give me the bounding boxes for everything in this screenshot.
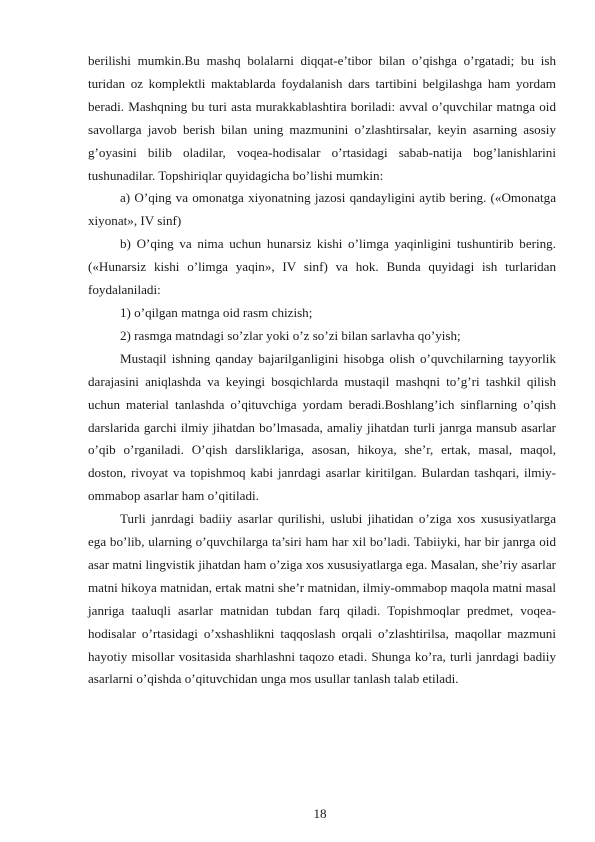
paragraph-genres: Turli janrdagi badiiy asarlar qurilishi, uslubi jihatidan o’ziga xos xususiyatlarga ega bo’lib, ularning o’quvchilarga ta’siri ham har xil bo’ladi. Tabiiyki, har bir janrga oid asar matni lingvistik jihatdan ham o’ziga xos xususiyatlarga ega. Masalan, she’riy asarlar matni hikoya matnidan, ertak matni she’r matnidan, ilmiy-ommabop maqola matni masal janriga taaluqli asarlar matnidan tubdan farq qiladi. Topishmoqlar predmet, voqea-hodisalar o’rtasidagi o’xshashlikni taqqoslash orqali o’zlashtirilsa, maqollar mazmuni hayotiy misollar vositasida sharhlashni taqozo etadi. Shunga ko’ra, turli janrdagi badiiy asarlarni o’qishda o’qituvchidan unga mos usullar tanlash talab etiladi. xyxy=(88,511,556,687)
page-number: 18 xyxy=(313,806,327,821)
paragraph-task-b: b) O’qing va nima uchun hunarsiz kishi o’limga yaqinligini tushuntirib bering. («Hunarsiz kishi o’limga yaqin», IV sinf) va hok. Bunda quyidagi ish turlaridan foydalaniladi: xyxy=(88,236,556,298)
document-body xyxy=(88,50,556,691)
list-item-2: 2) rasmga matndagi so’zlar yoki o’z so’zi bilan sarlavha qo’yish; xyxy=(120,327,461,343)
paragraph-task-a: a) O’qing va omonatga xiyonatning jazosi qandayligini aytib bering. («Omonatga xiyonat», IV sinf) xyxy=(88,190,556,229)
paragraph-intro: berilishi mumkin.Bu mashq bolalarni diqqat-e’tibor bilan o’qishga o’rgatadi; bu ish turidan oz komplektli maktablarda foydalanish dars tartibini belgilashga ham yordam beradi. Mashqning bu turi asta murakkablashtira boriladi: avval o’quvchilar matnga oid savollarga javob berish bilan uning mazmunini o’zlashtirsalar, keyin asarning asosiy g’oyasini bilib oladilar, voqea-hodisalar o’rtasidagi sabab-natija bog’lanishlarini tushunadilar. Topshiriqlar quyidagicha bo’lishi mumkin: xyxy=(88,53,556,183)
list-item-1: 1) o’qilgan matnga oid rasm chizish; xyxy=(120,304,313,320)
paragraph-independent-work: Mustaqil ishning qanday bajarilganligini hisobga olish o’quvchilarning tayyorlik darajasini aniqlashda va keyingi bosqichlarda mustaqil mashqni to’g’ri tashkil qilish uchun material tanlashda o’qituvchiga yordam beradi.Boshlang’ich sinflarning o’qish darslarida garchi ilmiy jihatdan bo’lmasada, amaliy jihatdan turli janrga mansub asarlar o’qib o’rganiladi. O’qish darsliklariga, asosan, hikoya, she’r, ertak, masal, maqol, doston, rivoyat va topishmoq kabi janrdagi asarlar kiritilgan. Bulardan tashqari, ilmiy-ommabop asarlar ham o’qitiladi. xyxy=(88,350,556,504)
